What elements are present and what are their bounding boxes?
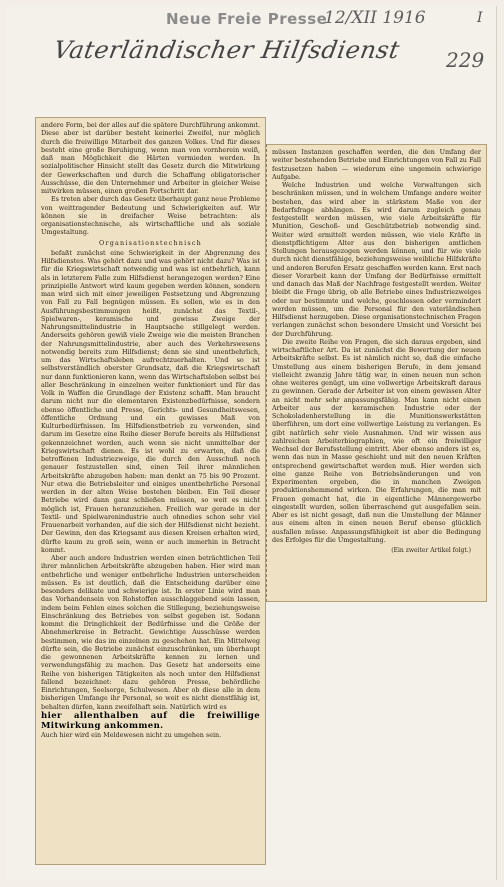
paragraph: Die zweite Reihe von Fragen, die sich daraus ergeben, sind wirtschaftlicher Art. Da ist zunächst die Bewertung der neuen Arbeitskräfte selbst. Es ist nämlich nicht so, daß die einfache Umstellung aus einem bisherigen Berufe, in dem jemand vielleicht zwanzig Jahre tätig war, in einen neuen nun schon ohne weiteres genügt, um eine vollwertige Arbeitskraft daraus zu gewinnen. Gerade der Arbeiter ist von einem gewissen Alter an nicht mehr sehr anpassungsfähig. Man kann nicht einen Arbeiter aus der keramischen Industrie oder der Schokoladenherstellung in die Munitionswerkstätten überführen, um dort eine vollwertige Leistung zu verlangen. Es gibt natürlich sehr viele Ausnahmen. Und wir wissen aus zahlreichen Arbeiterbiographien, wie oft ein freiwilliger Wechsel der Berufsstellung eintritt. Aber ebenso anders ist es, wenn das nun in Masse geschieht und mit den neuen Kräften entsprechend gewirtschaftet werden muß. Hier werden sich eine ganze Reihe von Betriebsänderungen und von Experimenten ergeben, die in manchen Zweigen produktionshemmend wirken. Die Erfahrungen, die man mit Frauen gemacht hat, die in eigentliche Männergewerbe eingestellt wurden, sollen überraschend gut ausgefallen sein. Aber es ist nicht gesagt, daß nun die Umstellung der Männer aus einem alten in einen neuen Beruf ebenso glücklich ausfallen müsse. Anpassungsfähigkeit ist aber die Bedingung des Erfolges für die Umgestaltung. — [272, 337, 481, 544]
handwritten-page-number: 229 — [446, 48, 485, 72]
paragraph: Aber auch andere Industrien werden einen beträchtlichen Teil ihrer männlichen Arbeitskräfte abzugeben haben. Hier wird man entbehrliche und weniger entbehrliche Industrien unterscheiden müssen. Es ist deutlich, daß die Entscheidung darüber eine besonders delikate und schwierige ist. In erster Linie wird man das Vorhandensein von Rohstoffen ausschlaggebend sein lassen, indem beim Fehlen eines solchen die Stillegung, beziehungsweise Einschränkung des Betriebes von selbst gegeben ist. Sodann kommt die Dringlichkeit der Bedürfnisse und die Größe der Abnehmerkreise in Betracht. Gewichtige Ausschüsse werden bestimmen, wie das im einzelnen zu geschehen hat. Ein Mittelweg dürfte sein, die Betriebe zunächst einzuschränken, um überhaupt die gewonnenen Arbeitskräfte kennen zu lernen und verwendungsfähig zu machen. Das Gesetz hat anderseits eine Reihe von bisherigen Tätigkeiten als noch unter den Hilfsdienst fallend bezeichnet: dazu gehören Presse, behördliche Einrichtungen, Seelsorge, Schulwesen. Aber ob diese alle in dem bisherigen Umfange ihr Personal, so weit es nicht dienstfähig ist, behalten dürfen, kann zweifelhaft sein. Natürlich wird es — [41, 554, 260, 711]
paragraph: Welche Industrien und welche Verwaltungen sich beschränken müssen, und in welchem Umfange andere weiter bestehen, das wird aber in stärkstem Maße von der Bedarfsfrage abhängen. Es wird darum zugleich genau festgestellt werden müssen, wie viele Arbeitskräfte für Munition, Geschoß- und Geschützbetrieb notwendig sind. Weiter wird ermittelt werden müssen, wie viele Kräfte in dienstpflichtigem Alter aus den bisherigen amtlichen Stellungen herausgezogen werden können, und für wie viele durch nicht dienstfähige, beziehungsweise weibliche Hilfskräfte und anderen Berufen Ersatz geschaffen werden kann. Erst nach dieser Vorarbeit kann der Umfang der Bedürfnisse ermittelt und danach das Maß der Nachfrage festgestellt werden. Weiter bleibt die Frage übrig, ob alle Betriebe eines Industriezweiges oder nur bestimmte und welche, geschlossen oder vermindert werden müssen, um die Personal für den vaterländischen Hilfsdienst herzugeben. Diese organisationstechnischen Fragen verlangen zunächst schon besondere Umsicht und Vorsicht bei der Durchführung. — [272, 181, 481, 338]
handwritten-date: 12/XII 1916 — [324, 8, 426, 28]
handwritten-collection-title: Vaterländischer Hilfsdienst — [51, 36, 402, 64]
paragraph: Es treten aber durch das Gesetz überhaupt ganz neue Probleme von weittragender Bedeutung und Schwierigkeiten auf. Wir können sie in dreifacher Weise betrachten: als organisationstechnische, als wirtschaftliche und als soziale Umgestaltung. — [41, 195, 260, 237]
sheet-number: I — [477, 10, 483, 26]
paragraph: befaßt zunächst eine Schwierigkeit in der Abgrenzung des Hilfsdienstes. Was gehört dazu und was gehört nicht dazu? Was ist für die Kriegswirtschaft notwendig und was ist entbehrlich, kann als in letzterem Falle zum Hilfsdienst herangezogen werden? Eine prinzipielle Antwort wird kaum gegeben werden können, sondern man wird sich mit einer jeweiligen Festsetzung und Abgrenzung von Fall zu Fall begnügen müssen. Es sollen, wie es in den Ausführungsbestimmungen heißt, zunächst das Textil-, Spielwaren-, keramische und gewisse Zweige der Nahrungsmittelindustrie in Hauptsache stillgelegt werden. Anderseits gehören gewiß viele Zweige wie die meisten Branchen der Nahrungsmittelindustrie, aber auch des Verkehrswesens notwendig bereits zum Hilfsdienst; denn sie sind unentbehrlich, um das Wirtschaftsleben aufrechtzuerhalten. Und so ist selbstverständlich oberster Grundsatz, daß die Kriegswirtschaft nur dann funktionieren kann, wenn das Wirtschaftsleben selbst bei aller Beschränkung in einzelnen weiter funktioniert und für das Volk in Waffen die Grundlage der Existenz schafft. Man braucht darum nicht nur die elementaren Existenzbedürfnisse, sondern ebenso öffentliche und Presse, Gerichts- und Gesundheitswesen, öffentliche Ordnung und ein gewisses Maß von Kulturbedürfnissen. Im Hilfsdienstbetrieb zu verwenden, sind darum im Gesetze eine Reihe dieser Berufe bereits als Hilfsdienst gekennzeichnet worden, auch wenn sie nicht unmittelbar der Kriegswirtschaft dienen. Es ist wohl zu erwarten, daß die betroffenen Industriezweige, die durch den Ausschuß noch genauer festzustellen sind, einen Teil ihrer männlichen Arbeitskräfte abzugeben haben: man denkt an 75 bis 90 Prozent. Nur etwa die Betriebsleiter und einiges unentbehrliche Personal werden in der alten Weise bestehen bleiben. Ein Teil dieser Betriebe wird dann ganz schließen müssen, so weit es nicht möglich ist, Frauen heranzuziehen. Freilich war gerade in der Textil- und Spielwarenindustrie auch ohnedies schon sehr viel Frauenarbeit vorhanden, auf die sich der Hilfsdienst nicht bezieht. Der Gewinn, den das Kriegsamt aus diesen Kreisen erhalten wird, dürfte kaum zu groß sein, wenn er auch immerhin in Betracht kommt. — [41, 248, 260, 554]
emphasis-line: hier allenthalben auf die freiwillige Mitwirkung ankommen. — [41, 710, 260, 731]
subheading: Organisationstechnisch — [99, 238, 202, 247]
archive-sheet — [6, 6, 497, 880]
clipping-right-column — [266, 144, 487, 602]
paragraph: andere Form, bei der alles auf die spätere Durchführung ankommt. Diese aber ist darüber besteht keinerlei Zweifel, nur möglich durch die freiwillige Mitarbeit des ganzen Volkes. Und für dieses besteht eine große Beruhigung, wenn man von vornherein weiß, daß man Möglichkeit die Härten vermieden werden. In sozialpolitischer Hinsicht stellt das Gesetz durch die Mitwirkung der Gewerkschaften und durch die Schaffung obligatorischer Ausschüsse, die den Unternehmer und Arbeiter in gleicher Weise mitwirken müssen, einen großen Fortschritt dar. — [41, 121, 260, 195]
clipping-left-column — [35, 117, 266, 865]
paragraph: müssen Instanzen geschaffen werden, die den Umfang der weiter bestehenden Betriebe und Einrichtungen von Fall zu Fall festzusetzen haben — wiederum eine ungemein schwierige Aufgabe. — [272, 148, 481, 181]
newspaper-stamp: Neue Freie Presse — [166, 10, 328, 28]
last-line: Auch hier wird ein Meldewesen nicht zu umgehen sein. — [41, 730, 222, 739]
closing-note: (Ein zweiter Artikel folgt.) — [391, 547, 471, 554]
